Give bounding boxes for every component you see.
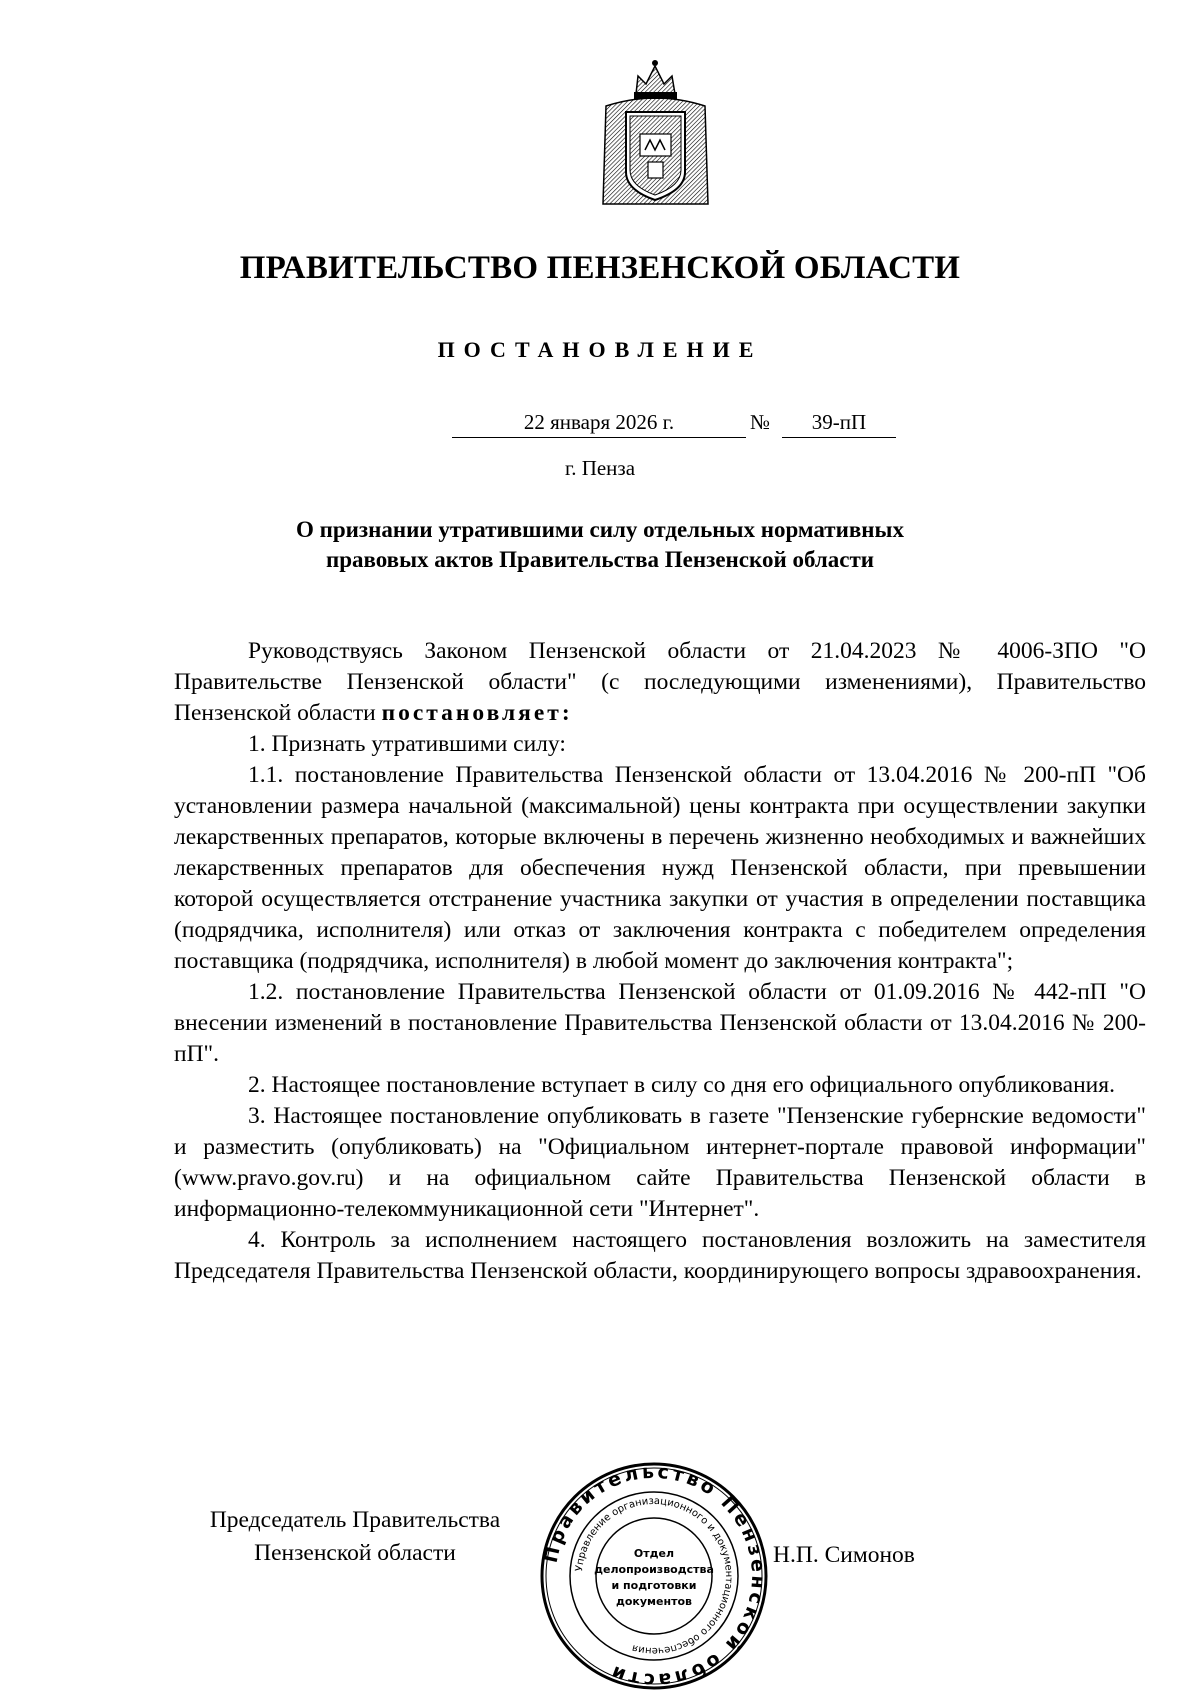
clause-1: 1. Признать утратившими силу:: [248, 731, 566, 757]
stamp-center-text: делопроизводства: [594, 1563, 714, 1576]
stamp-center-text: документов: [615, 1595, 693, 1608]
svg-text:Правительство Пензенской облас: [540, 1461, 770, 1692]
document-body: [174, 636, 1146, 1287]
document-number: 39-пП: [782, 410, 896, 438]
resolution-verb: постановляет:: [381, 700, 573, 726]
signatory-position-line: Пензенской области: [254, 1540, 456, 1566]
number-label: №: [749, 410, 771, 434]
stamp-center-text: Отдел: [633, 1547, 675, 1560]
clause-1-1: 1.1. постановление Правительства Пензенской области от 13.04.2016 № 200-пП "Об установлении размера начальной (максимальной) цены контракта при осуществлении закупки лекарственных препаратов, которые включены в перечень жизненно необходимых и важнейших лекарственных препаратов для обеспечения нужд Пензенской области, при превышении которой осуществляется отстранение участника закупки от участия в определении поставщика (подрядчика, исполнителя) или отказ от заключения контракта с победителем определения поставщика (подрядчика, исполнителя) в любой момент до заключения контракта";: [174, 762, 1146, 974]
stamp-outer-text: Правительство Пензенской области: [539, 1460, 770, 1692]
clause-4: 4. Контроль за исполнением настоящего постановления возложить на заместителя Председателя Правительства Пензенской области, координирующего вопросы здравоохранения.: [174, 1227, 1146, 1284]
organization-title: ПРАВИТЕЛЬСТВО ПЕНЗЕНСКОЙ ОБЛАСТИ: [239, 250, 961, 286]
signatory-position: [160, 1504, 550, 1570]
document-city: г. Пенза: [564, 456, 636, 480]
preamble-paragraph: [174, 636, 1146, 729]
clause-1-2: 1.2. постановление Правительства Пензенской области от 01.09.2016 № 442-пП "О внесении изменений в постановление Правительства Пензенской области от 13.04.2016 № 200-пП".: [174, 979, 1146, 1067]
stamp-inner-text: Управление организационного и документационного обеспечения: [574, 1495, 735, 1657]
preamble-text: Руководствуясь Законом Пензенской области от 21.04.2023 № 4006-ЗПО "О Правительстве Пензенской области" (с последующими изменениями), Правительство Пензенской области: [174, 638, 1146, 726]
subject-line: О признании утратившими силу отдельных нормативных: [296, 517, 904, 542]
document-date: 22 января 2026 г.: [452, 410, 746, 438]
signatory-name: Н.П. Симонов: [773, 1542, 915, 1568]
document-subject: [230, 515, 970, 575]
signatory-position-line: Председатель Правительства: [209, 1507, 501, 1533]
penza-coat-of-arms-icon: [598, 54, 713, 214]
stamp-center-text: и подготовки: [611, 1579, 697, 1592]
document-type: ПОСТАНОВЛЕНИЕ: [437, 337, 763, 362]
official-round-stamp-icon: [538, 1460, 770, 1692]
clause-3: 3. Настоящее постановление опубликовать в газете "Пензенские губернские ведомости" и разместить (опубликовать) на "Официальном интернет-портале правовой информации" (www.pravo.gov.ru) и на официальном сайте Правительства Пензенской области в информационно-телекоммуникационной сети "Интернет".: [174, 1103, 1146, 1222]
clause-2: 2. Настоящее постановление вступает в силу со дня его официального опубликования.: [248, 1072, 1115, 1098]
subject-line: правовых актов Правительства Пензенской области: [325, 547, 875, 572]
